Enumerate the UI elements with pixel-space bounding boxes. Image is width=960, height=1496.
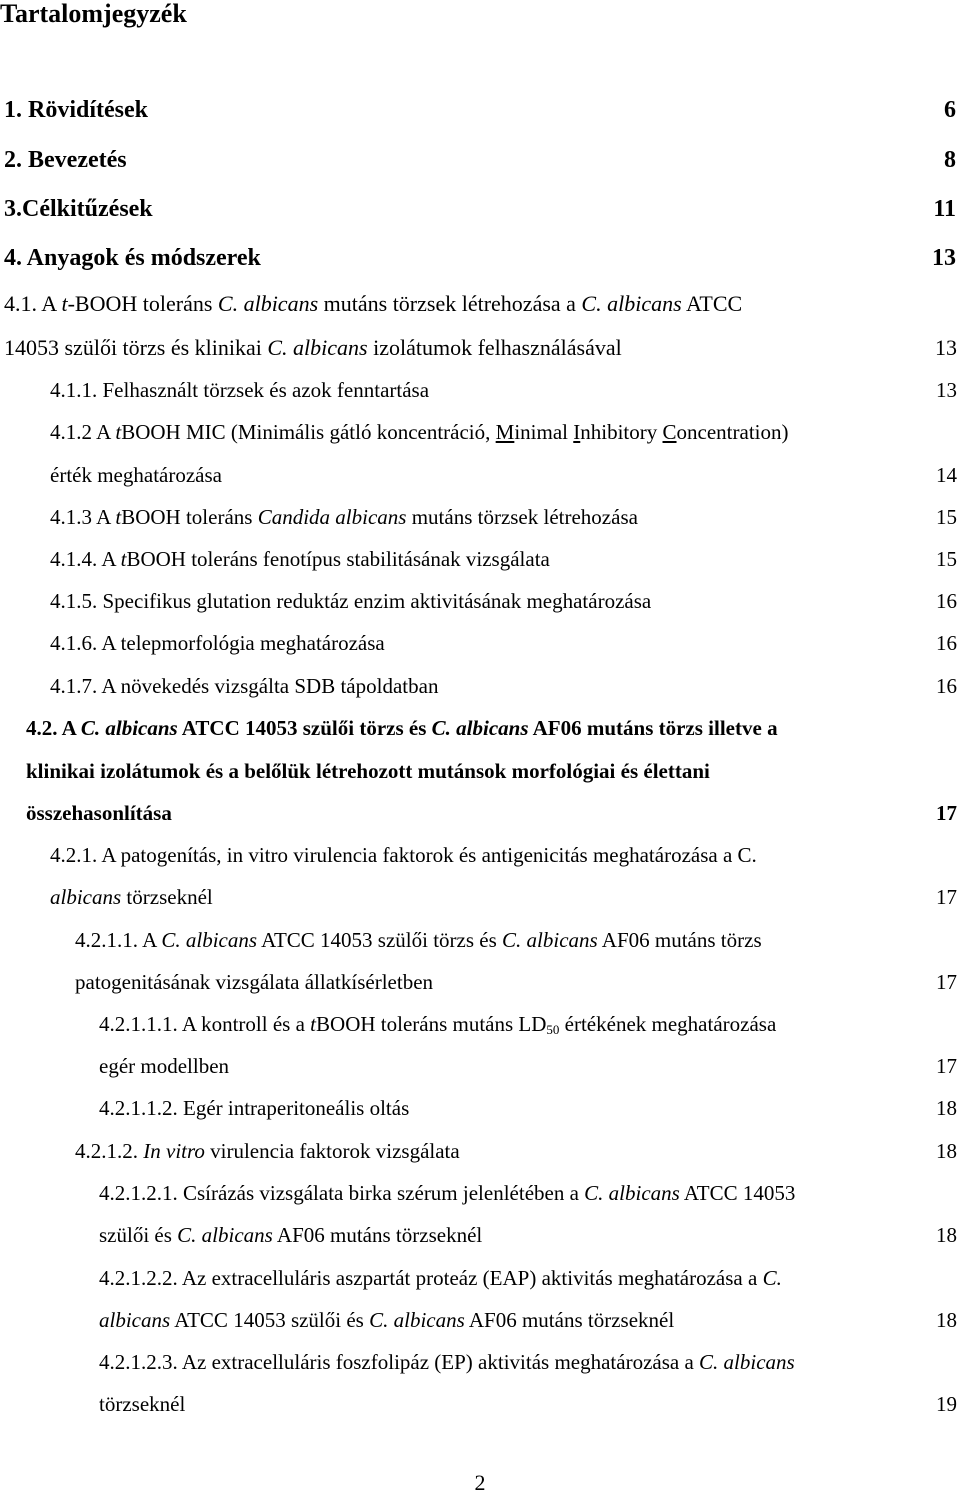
toc-entry-line[interactable] [0,1219,960,1251]
toc-page-number: 8 [944,147,956,173]
toc-page-number: 13 [932,245,956,271]
toc-entry-title: 4.1.2 A tBOOH MIC (Minimális gátló koncentráció, Minimal Inhibitory Concentration) [50,420,789,444]
toc-entry-title: egér modellben [99,1054,230,1078]
toc-entry[interactable] [0,501,960,533]
toc-entry-line[interactable] [0,288,960,320]
toc-entry-title: patogenitásának vizsgálata állatkísérletben [75,970,434,994]
toc-entry-title: klinikai izolátumok és a belőlük létrehozott mutánsok morfológiai és élettani [26,759,710,783]
toc-page-number: 15 [936,547,957,571]
toc-entry-title: 4.1.1. Felhasznált törzsek és azok fenntartása [50,378,430,402]
toc-page-number: 13 [935,335,957,360]
toc-entry-title: 4.2. A C. albicans ATCC 14053 szülői törzs és C. albicans AF06 mutáns törzs illetve a [26,716,778,740]
toc-page-number: 14 [936,463,957,487]
footer-page-number: 2 [474,1470,486,1495]
toc-entry-title: törzseknél [99,1392,186,1416]
toc-entry-line[interactable] [0,881,960,913]
toc-page-number: 6 [944,97,956,123]
toc-entry-title: 4.2.1.2.3. Az extracelluláris foszfolipáz (EP) aktivitás meghatározása a C. albicans [99,1350,795,1374]
toc-entry-line[interactable] [0,966,960,998]
toc-entry-line[interactable] [0,1177,960,1209]
toc-entry-title: 4.1.6. A telepmorfológia meghatározása [50,631,385,655]
toc-entry-title: 4.2.1.1.2. Egér intraperitoneális oltás [99,1096,410,1120]
toc-entry[interactable] [0,94,960,126]
toc-entry-title: 4.2.1.2.2. Az extracelluláris aszpartát proteáz (EAP) aktivitás meghatározása a C. [99,1266,782,1290]
toc-entry[interactable] [0,1135,960,1167]
toc-entry[interactable] [0,374,960,406]
toc-entry[interactable] [0,242,960,274]
toc-entry-title: 4.2.1. A patogenítás, in vitro virulencia faktorok és antigenicitás meghatározása a C. [50,843,757,867]
toc-entry-title: 4.2.1.1.1. A kontroll és a tBOOH toleráns mutáns $LD_{50}$ értékének meghatározása [99,1012,777,1037]
toc-entry-line[interactable] [0,459,960,491]
toc-page-number: 13 [936,378,957,402]
toc-entry-line[interactable] [0,839,960,871]
toc-page-number: 19 [936,1392,957,1416]
toc-entry[interactable] [0,193,960,225]
toc-entry[interactable] [0,543,960,575]
toc-page-number: 18 [936,1223,957,1247]
toc-entry-title: szülői és C. albicans AF06 mutáns törzseknél [99,1223,483,1247]
toc-entry-line[interactable] [0,712,960,744]
toc-entry-title: összehasonlítása [26,801,172,825]
toc-entry-title: albicans ATCC 14053 szülői és C. albicans AF06 mutáns törzseknél [99,1308,675,1332]
toc-entry-title: 14053 szülői törzs és klinikai C. albicans izolátumok felhasználásával [4,335,622,360]
toc-entry-line[interactable] [0,755,960,787]
toc-page-number: 11 [933,196,956,222]
toc-entry-title: 4.1. A t-BOOH toleráns C. albicans mutáns törzsek létrehozása a C. albicans ATCC [4,291,743,316]
toc-entry-line[interactable] [0,1304,960,1336]
toc-entry[interactable] [0,1092,960,1124]
toc-page-number: 16 [936,631,957,655]
toc-entry[interactable] [0,585,960,617]
toc-entry-line[interactable] [0,1346,960,1378]
toc-page-number: 18 [936,1139,957,1163]
toc-entry-line[interactable] [0,416,960,448]
toc-entry-title: 4.2.1.2. In vitro virulencia faktorok vizsgálata [75,1139,460,1163]
toc-entry[interactable] [0,670,960,702]
toc-entry-line[interactable] [0,332,960,364]
toc-entry-line[interactable] [0,797,960,829]
toc-entry-title: 3.Célkitűzések [4,196,153,222]
toc-entry-line[interactable] [0,924,960,956]
toc-page-number: 17 [936,970,957,994]
toc-entry-line[interactable] [0,1262,960,1294]
toc-page-number: 17 [936,1054,957,1078]
toc-entry-title: albicans törzseknél [50,885,213,909]
toc-entry-line[interactable] [0,1008,960,1040]
toc-entry-title: 4.1.4. A tBOOH toleráns fenotípus stabilitásának vizsgálata [50,547,550,571]
toc-page-number: 17 [936,885,957,909]
toc-page-number: 18 [936,1096,957,1120]
toc-entry-title: érték meghatározása [50,463,222,487]
toc-entry-title: 4. Anyagok és módszerek [4,245,261,271]
toc-page-number: 16 [936,589,957,613]
toc-page-number: 17 [936,801,957,825]
page-title: Tartalomjegyzék [0,0,187,28]
toc-entry-line[interactable] [0,1388,960,1420]
toc-entry-title: 4.1.3 A tBOOH toleráns Candida albicans mutáns törzsek létrehozása [50,505,638,529]
toc-page-number: 15 [936,505,957,529]
toc-entry-title: 4.2.1.2.1. Csírázás vizsgálata birka szérum jelenlétében a C. albicans ATCC 14053 [99,1181,796,1205]
toc-page-number: 16 [936,674,957,698]
toc-entry-title: 4.1.7. A növekedés vizsgálta SDB tápoldatban [50,674,439,698]
toc-entry-title: 1. Rövidítések [4,97,148,123]
toc-entry-title: 2. Bevezetés [4,147,127,173]
toc-entry[interactable] [0,627,960,659]
toc-entry-title: 4.1.5. Specifikus glutation reduktáz enzim aktivitásának meghatározása [50,589,652,613]
toc-entry-line[interactable] [0,1050,960,1082]
toc-entry[interactable] [0,144,960,176]
toc-page-number: 18 [936,1308,957,1332]
toc-entry-title: 4.2.1.1. A C. albicans ATCC 14053 szülői törzs és C. albicans AF06 mutáns törzs [75,928,762,952]
